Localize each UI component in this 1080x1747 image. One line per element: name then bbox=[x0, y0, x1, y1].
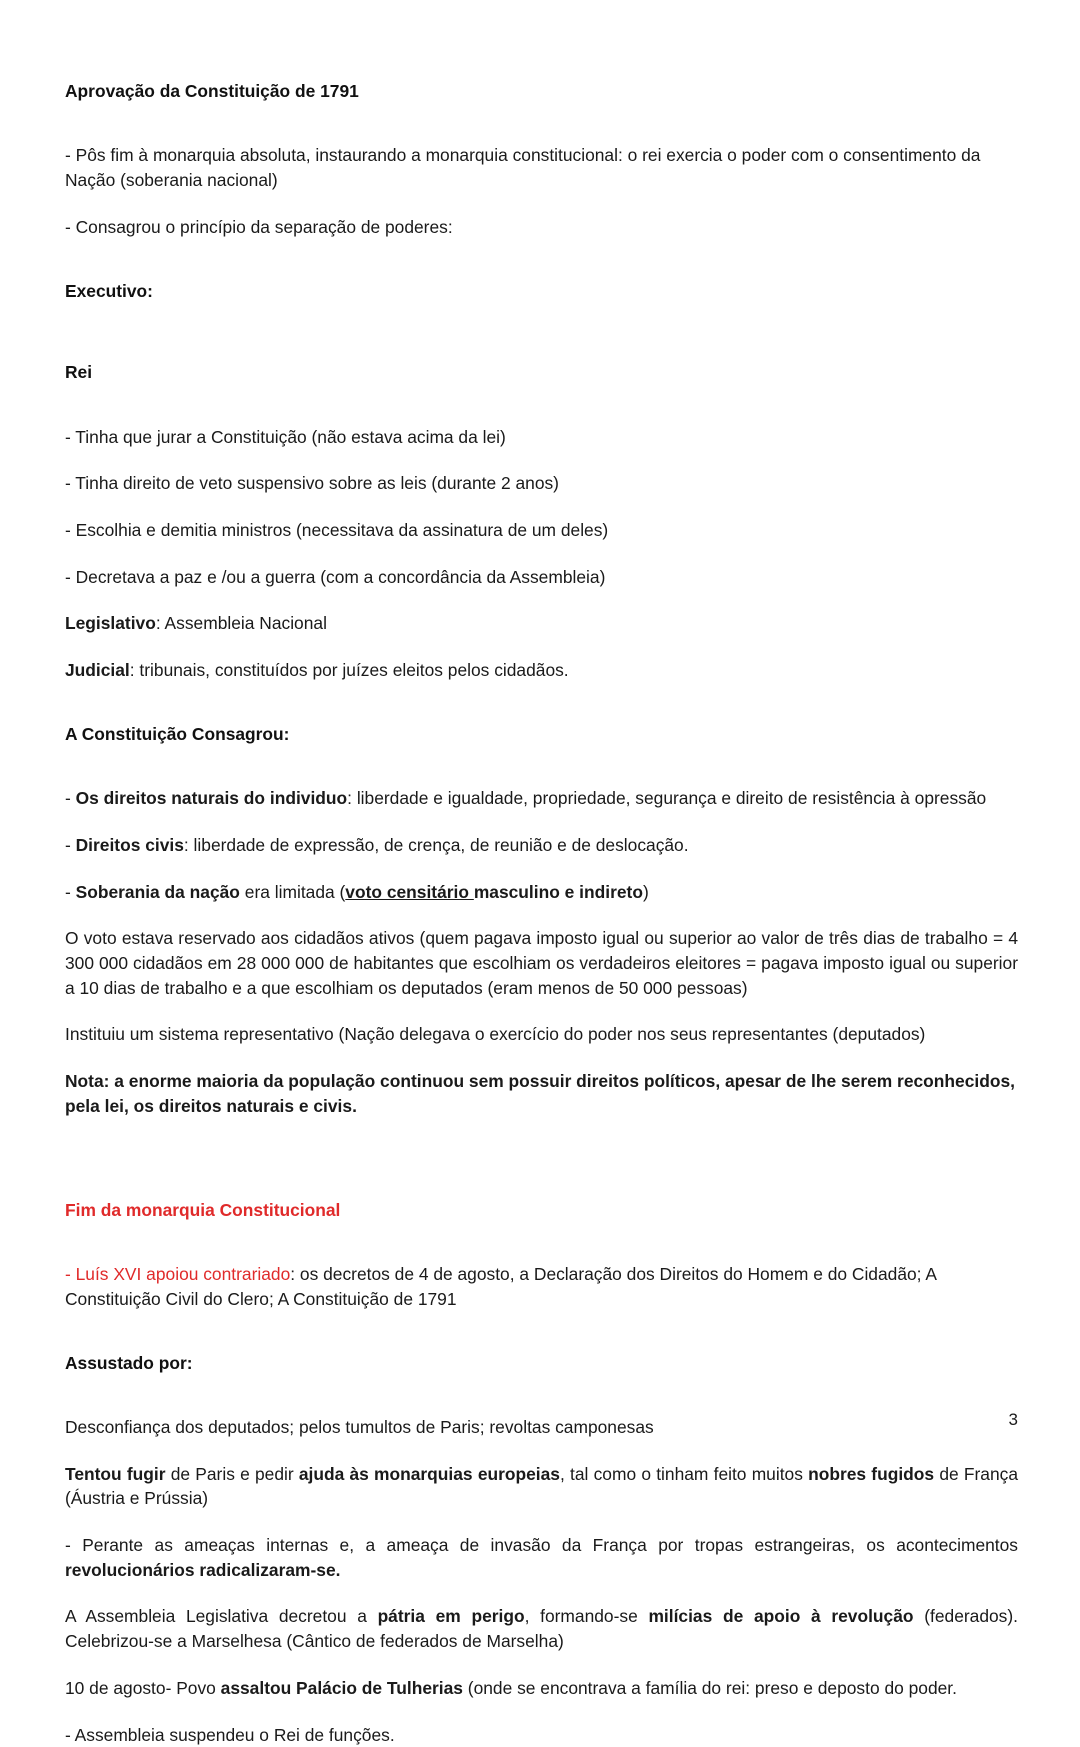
judicial-label: Judicial bbox=[65, 660, 130, 681]
direitos-naturais-value: : liberdade e igualdade, propriedade, segurança e direito de resistência à opressão bbox=[347, 788, 987, 809]
spacer bbox=[65, 1701, 1018, 1723]
subheading-rei: Rei bbox=[65, 362, 93, 383]
dash-marker: - bbox=[65, 834, 76, 855]
section-heading-aprovacao: Aprovação da Constituição de 1791 bbox=[65, 81, 359, 102]
soberania-tail: ) bbox=[642, 881, 649, 902]
spacer bbox=[65, 1582, 1018, 1604]
section-heading-fim-monarquia: Fim da monarquia Constitucional bbox=[65, 1199, 341, 1220]
tentou-fugir-mid1: de Paris e pedir bbox=[165, 1463, 299, 1484]
direitos-naturais-label: Os direitos naturais do individuo bbox=[75, 788, 348, 809]
spacer bbox=[65, 904, 1018, 926]
spacer bbox=[65, 193, 1018, 215]
dash-marker: - bbox=[65, 881, 76, 902]
paragraph-assembleia-suspendeu: - Assembleia suspendeu o Rei de funções. bbox=[65, 1724, 395, 1745]
spacer bbox=[65, 121, 1018, 143]
revolucionarios-radicalizaram-bold: revolucionários radicalizaram-se. bbox=[65, 1559, 341, 1580]
bullet-direitos-naturais bbox=[65, 786, 1018, 811]
paragraph-voto-cidadaos-ativos: O voto estava reservado aos cidadãos ativos (quem pagava imposto igual ou superior ao valor de três dias de trabalho = 4 300 000 cidadãos em 28 000 000 de habitantes que escolhiam os verdadeiros eleitores = pagava imposto igual ou superior a 10 dias de trabalho e a que escolhiam os deputados (eram menos de 50 000 pessoas) bbox=[65, 928, 1018, 998]
spacer bbox=[65, 1047, 1018, 1069]
paragraph-instituiu-sistema: Instituiu um sistema representativo (Nação delegava o exercício do poder nos seus representantes (deputados) bbox=[65, 1024, 926, 1045]
spacer bbox=[65, 240, 1018, 262]
spacer bbox=[65, 1511, 1018, 1533]
subheading-assustado-por: Assustado por: bbox=[65, 1352, 193, 1373]
paragraph-legislativo bbox=[65, 611, 1018, 636]
patria-em-perigo-bold: pátria em perigo bbox=[377, 1606, 525, 1627]
assembleia-mid: , formando-se bbox=[524, 1606, 649, 1627]
dez-agosto-tail: (onde se encontrava a família do rei: preso e deposto do poder. bbox=[462, 1677, 957, 1698]
bullet-decretava-paz-guerra: - Decretava a paz e /ou a guerra (com a concordância da Assembleia) bbox=[65, 566, 606, 587]
dash-marker: - bbox=[65, 788, 76, 809]
bullet-soberania-nacao bbox=[65, 880, 1018, 905]
spacer bbox=[65, 1654, 1018, 1676]
milicias-apoio-revolucao-bold: milícias de apoio à revolução bbox=[648, 1606, 914, 1627]
direitos-civis-label: Direitos civis bbox=[75, 834, 184, 855]
spacer bbox=[65, 1393, 1018, 1415]
spacer bbox=[65, 321, 1018, 343]
spacer bbox=[65, 636, 1018, 658]
legislativo-value: : Assembleia Nacional bbox=[155, 613, 327, 634]
ajuda-monarquias-bold: ajuda às monarquias europeias bbox=[298, 1463, 560, 1484]
paragraph-dez-agosto bbox=[65, 1676, 1018, 1701]
spacer bbox=[65, 589, 1018, 611]
judicial-value: : tribunais, constituídos por juízes eleitos pelos cidadãos. bbox=[129, 660, 569, 681]
spacer bbox=[65, 1440, 1018, 1462]
spacer bbox=[65, 764, 1018, 786]
soberania-mid: era limitada ( bbox=[239, 881, 346, 902]
tentou-fugir-bold: Tentou fugir bbox=[65, 1463, 166, 1484]
page-number: 3 bbox=[1008, 1410, 1018, 1429]
perante-ameacas-lead: - Perante as ameaças internas e, a ameaça de invasão da França por tropas estrangeiras, os acontecimentos bbox=[65, 1535, 1018, 1556]
spacer bbox=[65, 858, 1018, 880]
paragraph-tentou-fugir bbox=[65, 1462, 1018, 1511]
legislativo-label: Legislativo bbox=[65, 613, 156, 634]
paragraph-nota: Nota: a enorme maioria da população continuou sem possuir direitos políticos, apesar de lhe serem reconhecidos, pela lei, os direitos naturais e civis. bbox=[65, 1071, 1015, 1116]
subheading-executivo: Executivo: bbox=[65, 280, 153, 301]
paragraph-desconfianca: Desconfiança dos deputados; pelos tumultos de Paris; revoltas camponesas bbox=[65, 1416, 654, 1437]
bullet-veto-suspensivo: - Tinha direito de veto suspensivo sobre as leis (durante 2 anos) bbox=[65, 473, 559, 494]
assembleia-lead: A Assembleia Legislativa decretou a bbox=[65, 1606, 378, 1627]
spacer bbox=[65, 543, 1018, 565]
spacer bbox=[65, 449, 1018, 471]
bullet-direitos-civis bbox=[65, 833, 1018, 858]
voto-censitario-underlined: voto censitário bbox=[345, 881, 474, 902]
spacer bbox=[65, 683, 1018, 705]
spacer bbox=[65, 403, 1018, 425]
paragraph-assembleia-legislativa bbox=[65, 1604, 1018, 1653]
assembleia-tail: (federados). Celebrizou-se a Marselhesa (Cântico de federados de Marselha) bbox=[65, 1606, 1018, 1652]
paragraph-judicial bbox=[65, 658, 1018, 683]
tentou-fugir-mid2: , tal como o tinham feito muitos bbox=[559, 1463, 809, 1484]
document-body bbox=[65, 79, 1018, 1747]
luis-xvi-rest: : os decretos de 4 de agosto, a Declaração dos Direitos do Homem e do Cidadão; A Constituição Civil do Clero; A Constituição de 1791 bbox=[65, 1264, 937, 1309]
luis-xvi-red-text: - Luís XVI apoiou contrariado bbox=[65, 1264, 291, 1285]
soberania-label: Soberania da nação bbox=[75, 881, 240, 902]
spacer bbox=[65, 1000, 1018, 1022]
nobres-fugidos-bold: nobres fugidos bbox=[808, 1463, 935, 1484]
section-gap bbox=[65, 1119, 1018, 1181]
paragraph-perante-ameacas bbox=[65, 1533, 1018, 1582]
spacer bbox=[65, 496, 1018, 518]
masculino-indireto: masculino e indireto bbox=[473, 881, 643, 902]
paragraph-pos-fim-monarquia: - Pôs fim à monarquia absoluta, instaurando a monarquia constitucional: o rei exercia o poder com o consentimento da Nação (soberania nacional) bbox=[65, 145, 981, 191]
subheading-constituicao-consagrou: A Constituição Consagrou: bbox=[65, 724, 290, 745]
spacer bbox=[65, 1311, 1018, 1333]
spacer bbox=[65, 811, 1018, 833]
bullet-jurar-constituicao: - Tinha que jurar a Constituição (não estava acima da lei) bbox=[65, 426, 506, 447]
tentou-fugir-tail: de França (Áustria e Prússia) bbox=[65, 1463, 1018, 1509]
assaltou-palacio-bold: assaltou Palácio de Tulherias bbox=[220, 1677, 463, 1698]
spacer bbox=[65, 1240, 1018, 1262]
paragraph-luis-xvi bbox=[65, 1262, 1018, 1311]
bullet-escolhia-ministros: - Escolhia e demitia ministros (necessitava da assinatura de um deles) bbox=[65, 519, 609, 540]
paragraph-consagrou-separacao: - Consagrou o princípio da separação de poderes: bbox=[65, 216, 453, 237]
direitos-civis-value: : liberdade de expressão, de crença, de reunião e de deslocação. bbox=[183, 834, 689, 855]
dez-agosto-lead: 10 de agosto- Povo bbox=[65, 1677, 221, 1698]
